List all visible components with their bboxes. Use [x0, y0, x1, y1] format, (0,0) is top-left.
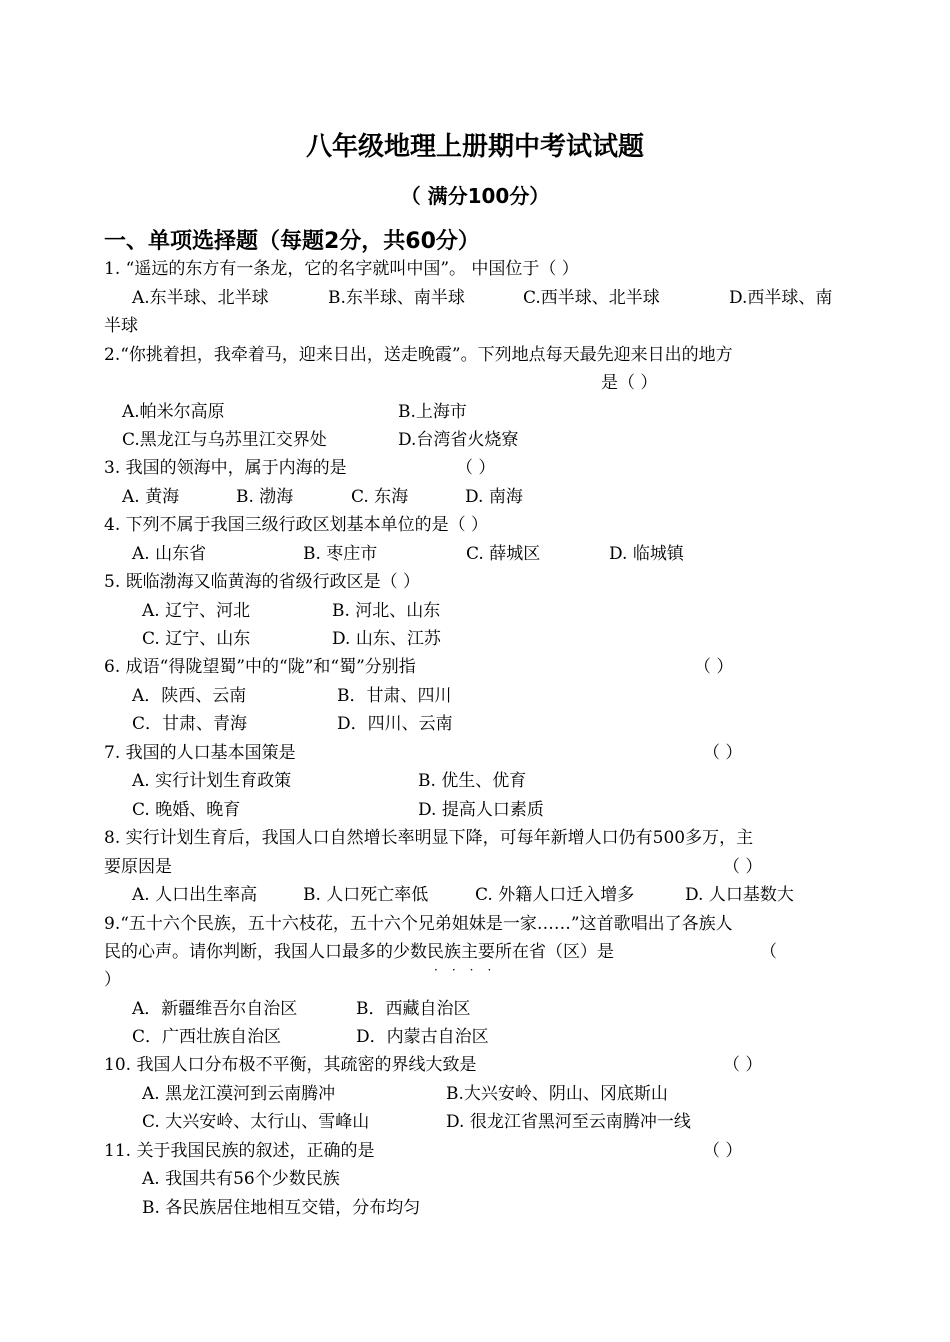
- question-7-option-b: B. 优生、优育: [418, 771, 527, 791]
- question-1-option-b: B.东半球、南半球: [328, 288, 465, 308]
- question-10-answer-paren: （ ）: [723, 1055, 763, 1075]
- question-7-option-c: C. 晚婚、晚育: [132, 800, 241, 820]
- question-6-option-d: D．四川、云南: [337, 714, 453, 734]
- question-4-stem: 4. 下列不属于我国三级行政区划基本单位的是（ ）: [104, 515, 489, 535]
- question-3-stem: 3. 我国的领海中，属于内海的是: [104, 458, 347, 478]
- question-3-answer-paren: （ ）: [456, 458, 496, 478]
- question-7-option-a: A. 实行计划生育政策: [132, 771, 292, 791]
- question-11-stem: 11. 关于我国民族的叙述，正确的是: [104, 1141, 375, 1161]
- question-9-option-c: C．广西壮族自治区: [132, 1027, 282, 1047]
- question-2-option-b: B.上海市: [398, 402, 467, 422]
- question-5-stem: 5. 既临渤海又临黄海的省级行政区是（ ）: [104, 572, 421, 592]
- question-11-option-b: B. 各民族居住地相互交错，分布均匀: [142, 1198, 421, 1218]
- question-11-answer-paren: （ ）: [703, 1141, 743, 1161]
- question-6-stem: 6. 成语“得陇望蜀”中的“陇”和“蜀”分别指: [104, 657, 416, 677]
- question-9-continuation: 民的心声。请你判断，我国人口最多的少数民族主要所在省（区）是: [104, 942, 614, 962]
- question-4-option-a: A. 山东省: [132, 544, 207, 564]
- question-9-paren-open: （: [760, 942, 777, 962]
- question-9-option-a: A．新疆维吾尔自治区: [132, 999, 298, 1019]
- question-4-option-d: D. 临城镇: [609, 544, 684, 564]
- question-9-option-d: D．内蒙古自治区: [356, 1027, 489, 1047]
- question-5-option-c: C. 辽宁、山东: [142, 629, 251, 649]
- question-5-option-b: B. 河北、山东: [332, 601, 441, 621]
- question-2-option-a: A.帕米尔高原: [122, 402, 225, 422]
- question-4-option-c: C. 薛城区: [466, 544, 541, 564]
- question-8-answer-paren: （ ）: [723, 857, 763, 877]
- question-3-option-c: C. 东海: [351, 487, 409, 507]
- question-10-option-a: A. 黑龙江漠河到云南腾冲: [142, 1084, 336, 1104]
- question-9-option-b: B．西藏自治区: [356, 999, 471, 1019]
- question-3-option-b: B. 渤海: [236, 487, 294, 507]
- question-8-option-d: D. 人口基数大: [685, 885, 794, 905]
- page-title: 八年级地理上册期中考试试题: [305, 132, 644, 162]
- question-6-option-b: B．甘肃、四川: [337, 686, 452, 706]
- question-5-option-d: D. 山东、江苏: [332, 629, 441, 649]
- question-9-paren-close: ）: [104, 970, 121, 990]
- question-9-stem: 9.“五十六个民族，五十六枝花，五十六个兄弟姐妹是一家……”这首歌唱出了各族人: [104, 914, 733, 934]
- question-6-option-a: A．陕西、云南: [132, 686, 247, 706]
- question-8-option-b: B. 人口死亡率低: [303, 885, 429, 905]
- question-11-option-a: A. 我国共有56个少数民族: [142, 1169, 340, 1189]
- question-8-option-a: A. 人口出生率高: [132, 885, 258, 905]
- question-8-stem: 8. 实行计划生育后，我国人口自然增长率明显下降，可每年新增人口仍有500多万，主: [104, 828, 754, 848]
- question-4-option-b: B. 枣庄市: [303, 544, 378, 564]
- question-2-stem: 2.“你挑着担，我牵着马，迎来日出，送走晚霞”。下列地点每天最先迎来日出的地方: [104, 345, 733, 365]
- question-2-continuation: 是（ ）: [601, 373, 658, 393]
- question-1-stem: 1. “遥远的东方有一条龙，它的名字就叫中国”。 中国位于（ ）: [104, 259, 579, 279]
- question-2-option-c: C.黑龙江与乌苏里江交界处: [122, 430, 327, 450]
- question-9-emphasis-dots: ····: [434, 963, 506, 977]
- question-3-option-a: A. 黄海: [122, 487, 180, 507]
- section-heading: 一、单项选择题（每题2分，共60分）: [104, 229, 480, 254]
- question-10-stem: 10. 我国人口分布极不平衡，其疏密的界线大致是: [104, 1055, 477, 1075]
- question-7-option-d: D. 提高人口素质: [418, 800, 544, 820]
- question-1-option-d: D.西半球、南: [729, 288, 833, 308]
- question-10-option-c: C. 大兴安岭、太行山、雪峰山: [142, 1112, 370, 1132]
- question-6-answer-paren: （ ）: [694, 657, 734, 677]
- question-2-option-d: D.台湾省火烧寮: [398, 430, 519, 450]
- question-1-continuation: 半球: [104, 316, 138, 336]
- question-8-continuation: 要原因是: [104, 857, 172, 877]
- question-10-option-b: B.大兴安岭、阴山、冈底斯山: [446, 1084, 668, 1104]
- question-1-option-c: C.西半球、北半球: [523, 288, 660, 308]
- question-1-option-a: A.东半球、北半球: [132, 288, 269, 308]
- question-5-option-a: A. 辽宁、河北: [142, 601, 251, 621]
- question-6-option-c: C．甘肃、青海: [132, 714, 248, 734]
- question-7-stem: 7. 我国的人口基本国策是: [104, 743, 296, 763]
- question-7-answer-paren: （ ）: [703, 743, 743, 763]
- question-3-option-d: D. 南海: [465, 487, 523, 507]
- page-subtitle: （ 满分100分）: [400, 184, 550, 208]
- question-10-option-d: D. 很龙江省黑河至云南腾冲一线: [446, 1112, 691, 1132]
- question-8-option-c: C. 外籍人口迁入增多: [475, 885, 635, 905]
